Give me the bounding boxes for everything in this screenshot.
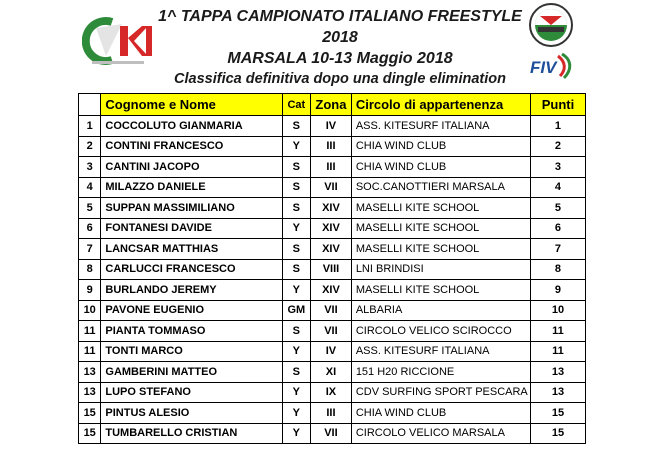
cell-club: CHIA WIND CLUB — [351, 157, 530, 178]
cell-name: CONTINI FRANCESCO — [101, 136, 282, 157]
table-row — [79, 321, 586, 342]
cell-cat: Y — [282, 382, 311, 403]
title-block — [150, 6, 530, 89]
cell-name: PIANTA TOMMASO — [101, 321, 282, 342]
table-row — [79, 157, 586, 178]
cell-position: 8 — [79, 259, 101, 280]
title-line-1: 1^ TAPPA CAMPIONATO ITALIANO FREESTYLE 2018 — [158, 8, 522, 46]
cell-zona: VIII — [311, 259, 352, 280]
cell-name: PAVONE EUGENIO — [101, 300, 282, 321]
cell-name: MILAZZO DANIELE — [101, 177, 282, 198]
cell-club: ASS. KITESURF ITALIANA — [351, 116, 530, 137]
table-row — [79, 362, 586, 383]
cell-punti: 15 — [530, 423, 585, 444]
cell-position: 13 — [79, 382, 101, 403]
cell-position: 9 — [79, 280, 101, 301]
cell-cat: Y — [282, 423, 311, 444]
cell-punti: 7 — [530, 239, 585, 260]
cell-zona: IV — [311, 116, 352, 137]
col-header-punti: Punti — [530, 94, 585, 116]
cell-cat: S — [282, 321, 311, 342]
cell-punti: 15 — [530, 403, 585, 424]
cell-club: CIRCOLO VELICO SCIROCCO — [351, 321, 530, 342]
cell-cat: S — [282, 116, 311, 137]
cell-punti: 10 — [530, 300, 585, 321]
cell-zona: XIV — [311, 218, 352, 239]
title-line-2: MARSALA 10-13 Maggio 2018 — [227, 50, 453, 67]
table-row — [79, 259, 586, 280]
cell-punti: 5 — [530, 198, 585, 219]
cell-punti: 9 — [530, 280, 585, 301]
cell-name: CARLUCCI FRANCESCO — [101, 259, 282, 280]
cell-cat: Y — [282, 280, 311, 301]
cell-club: MASELLI KITE SCHOOL — [351, 198, 530, 219]
cell-name: CANTINI JACOPO — [101, 157, 282, 178]
cell-position: 15 — [79, 403, 101, 424]
cell-zona: IV — [311, 341, 352, 362]
cell-name: FONTANESI DAVIDE — [101, 218, 282, 239]
cell-position: 1 — [79, 116, 101, 137]
cell-name: COCCOLUTO GIANMARIA — [101, 116, 282, 137]
cell-punti: 13 — [530, 382, 585, 403]
results-table — [78, 93, 586, 444]
document-header — [0, 0, 660, 90]
cell-punti: 11 — [530, 321, 585, 342]
title-line-3: Classifica definitiva dopo una dingle elimination — [174, 71, 506, 87]
cell-name: PINTUS ALESIO — [101, 403, 282, 424]
cell-zona: III — [311, 403, 352, 424]
cell-cat: Y — [282, 136, 311, 157]
cell-cat: S — [282, 157, 311, 178]
cell-club: CIRCOLO VELICO MARSALA — [351, 423, 530, 444]
cell-club: CHIA WIND CLUB — [351, 136, 530, 157]
cell-club: 151 H20 RICCIONE — [351, 362, 530, 383]
cki-logo-icon — [82, 16, 154, 68]
cell-name: GAMBERINI MATTEO — [101, 362, 282, 383]
cell-zona: VII — [311, 177, 352, 198]
cell-position: 4 — [79, 177, 101, 198]
table-row — [79, 403, 586, 424]
cell-cat: S — [282, 362, 311, 383]
cki-logo — [82, 16, 154, 68]
cell-club: ALBARIA — [351, 300, 530, 321]
cell-punti: 8 — [530, 259, 585, 280]
table-row — [79, 239, 586, 260]
cell-club: SOC.CANOTTIERI MARSALA — [351, 177, 530, 198]
table-row — [79, 116, 586, 137]
table-header-row — [79, 94, 586, 116]
cell-club: CHIA WIND CLUB — [351, 403, 530, 424]
cell-club: MASELLI KITE SCHOOL — [351, 280, 530, 301]
table-row — [79, 218, 586, 239]
cell-position: 7 — [79, 239, 101, 260]
table-row — [79, 382, 586, 403]
cell-zona: VII — [311, 423, 352, 444]
cell-club: MASELLI KITE SCHOOL — [351, 239, 530, 260]
cell-cat: Y — [282, 218, 311, 239]
col-header-zona: Zona — [311, 94, 352, 116]
cell-cat: S — [282, 259, 311, 280]
cell-punti: 1 — [530, 116, 585, 137]
cell-cat: Y — [282, 403, 311, 424]
table-row — [79, 177, 586, 198]
cell-position: 3 — [79, 157, 101, 178]
cell-cat: Y — [282, 341, 311, 362]
cell-name: TUMBARELLO CRISTIAN — [101, 423, 282, 444]
cell-punti: 4 — [530, 177, 585, 198]
cell-zona: IX — [311, 382, 352, 403]
cell-club: MASELLI KITE SCHOOL — [351, 218, 530, 239]
cell-zona: XIV — [311, 239, 352, 260]
col-header-position — [79, 94, 101, 116]
cell-punti: 13 — [530, 362, 585, 383]
cell-name: BURLANDO JEREMY — [101, 280, 282, 301]
cell-position: 5 — [79, 198, 101, 219]
cell-zona: XIV — [311, 198, 352, 219]
cell-position: 2 — [79, 136, 101, 157]
cell-zona: XI — [311, 362, 352, 383]
cell-punti: 6 — [530, 218, 585, 239]
cell-name: LUPO STEFANO — [101, 382, 282, 403]
cell-zona: XIV — [311, 280, 352, 301]
cell-club: LNI BRINDISI — [351, 259, 530, 280]
club-emblem-icon — [528, 2, 574, 48]
table-row — [79, 136, 586, 157]
cell-name: SUPPAN MASSIMILIANO — [101, 198, 282, 219]
cell-position: 15 — [79, 423, 101, 444]
cell-position: 11 — [79, 321, 101, 342]
cell-zona: III — [311, 136, 352, 157]
cell-club: ASS. KITESURF ITALIANA — [351, 341, 530, 362]
cell-position: 10 — [79, 300, 101, 321]
table-row — [79, 423, 586, 444]
cell-position: 6 — [79, 218, 101, 239]
cell-position: 11 — [79, 341, 101, 362]
club-emblem — [528, 2, 574, 48]
col-header-club: Circolo di appartenenza — [351, 94, 530, 116]
col-header-name: Cognome e Nome — [101, 94, 282, 116]
cell-name: TONTI MARCO — [101, 341, 282, 362]
table-row — [79, 341, 586, 362]
fiv-logo-text: FIV — [530, 58, 557, 77]
cell-zona: III — [311, 157, 352, 178]
cell-zona: VII — [311, 300, 352, 321]
cell-position: 13 — [79, 362, 101, 383]
cell-punti: 2 — [530, 136, 585, 157]
cell-zona: VII — [311, 321, 352, 342]
col-header-cat: Cat — [282, 94, 311, 116]
cell-cat: S — [282, 177, 311, 198]
cell-punti: 11 — [530, 341, 585, 362]
cell-cat: S — [282, 239, 311, 260]
table-row — [79, 280, 586, 301]
cell-club: CDV SURFING SPORT PESCARA — [351, 382, 530, 403]
fiv-logo — [528, 52, 578, 80]
cell-cat: GM — [282, 300, 311, 321]
table-row — [79, 300, 586, 321]
cell-cat: S — [282, 198, 311, 219]
cell-punti: 3 — [530, 157, 585, 178]
table-row — [79, 198, 586, 219]
cell-name: LANCSAR MATTHIAS — [101, 239, 282, 260]
